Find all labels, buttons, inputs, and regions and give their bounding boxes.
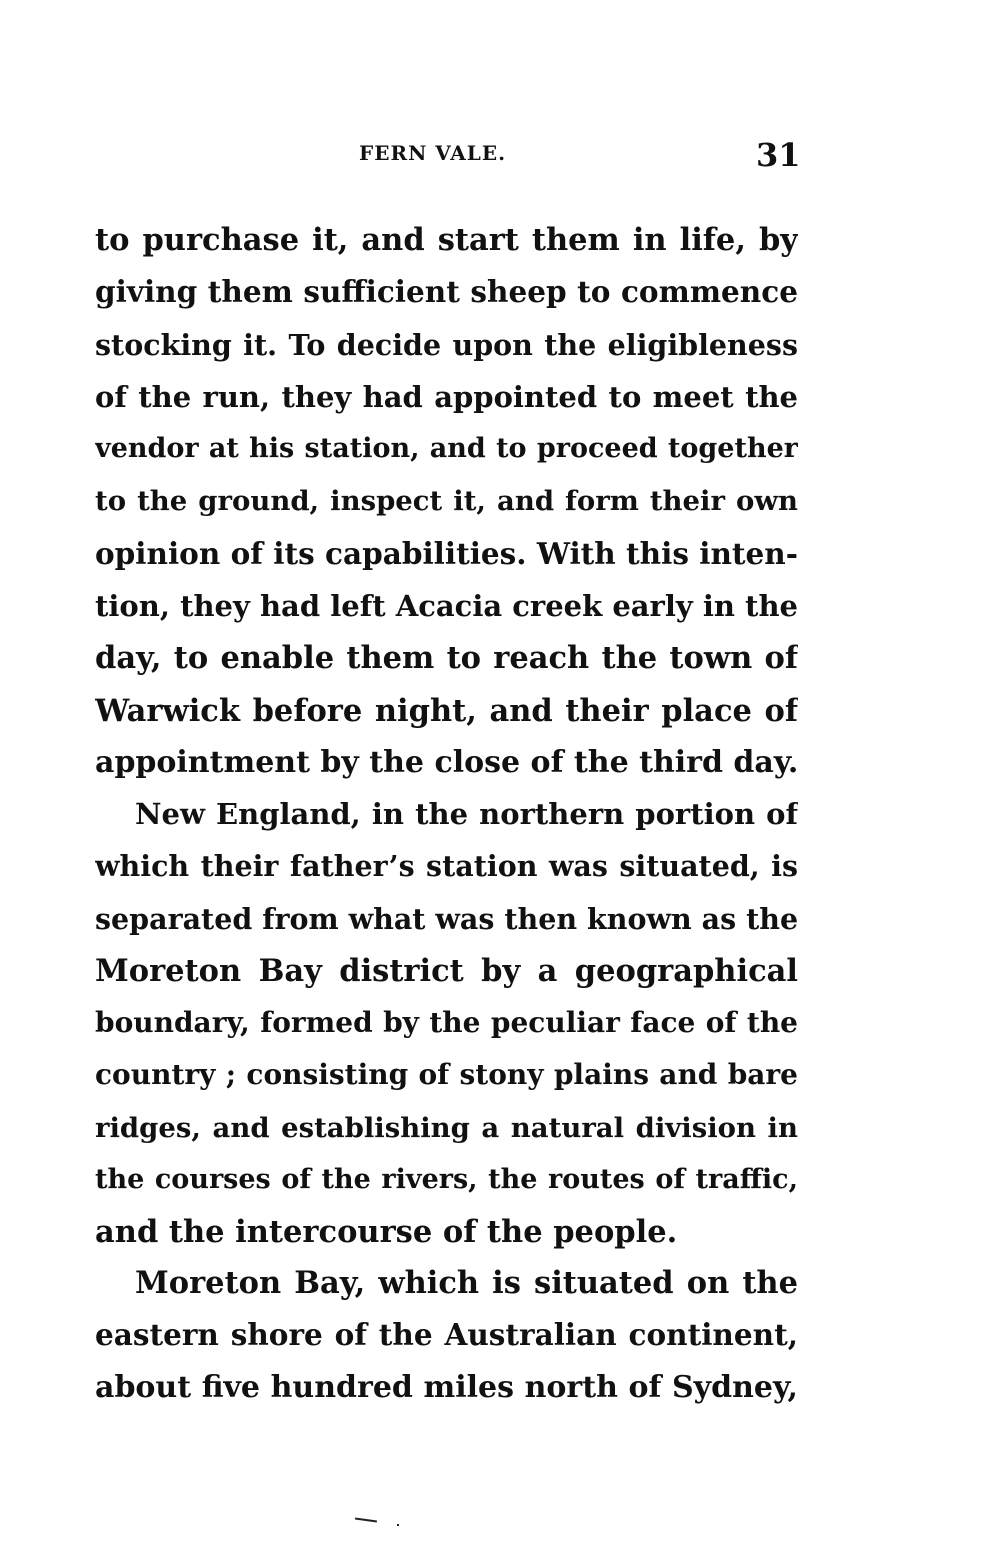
text-line: ridges, and establishing a natural division in — [95, 1111, 798, 1144]
text-line: day, to enable them to reach the town of — [95, 640, 798, 677]
text-line: vendor at his station, and to proceed together — [95, 433, 798, 465]
text-line: stocking it. To decide upon the eligibleness — [95, 327, 798, 362]
ink-dot — [397, 1524, 399, 1526]
text-line: tion, they had left Acacia creek early in the — [95, 589, 798, 624]
text-line: appointment by the close of the third day. — [95, 744, 798, 780]
text-line: to the ground, inspect it, and form their own — [95, 485, 798, 518]
text-line: Moreton Bay district by a geographical — [95, 952, 798, 989]
text-line: about five hundred miles north of Sydney, — [95, 1369, 798, 1405]
text-line: of the run, they had appointed to meet the — [95, 379, 798, 414]
text-line: Moreton Bay, which is situated on the — [135, 1265, 798, 1301]
text-line: separated from what was then known as the — [95, 901, 798, 936]
text-line: to purchase it, and start them in life, by — [95, 222, 798, 258]
running-title: FERN VALE. — [359, 141, 507, 165]
text-line: opinion of its capabilities. With this inten- — [95, 535, 798, 571]
paragraph-3 — [95, 1257, 798, 1414]
text-line: the courses of the rivers, the routes of traffic, — [95, 1164, 798, 1196]
text-line: Warwick before night, and their place of — [95, 692, 798, 729]
ink-smudge — [355, 1517, 377, 1522]
text-line: country ; consisting of stony plains and bare — [95, 1058, 798, 1092]
text-line: New England, in the northern portion of — [135, 797, 798, 831]
text-line: boundary, formed by the peculiar face of the — [95, 1006, 798, 1040]
text-line: giving them sufficient sheep to commence — [95, 274, 798, 310]
paragraph-1 — [95, 214, 798, 789]
text-line: and the intercourse of the people. — [95, 1214, 678, 1251]
text-line: eastern shore of the Australian continent, — [95, 1317, 798, 1353]
text-line: which their father’s station was situated, is — [95, 849, 798, 884]
paragraph-2 — [95, 788, 798, 1259]
page-number: 31 — [756, 136, 801, 174]
